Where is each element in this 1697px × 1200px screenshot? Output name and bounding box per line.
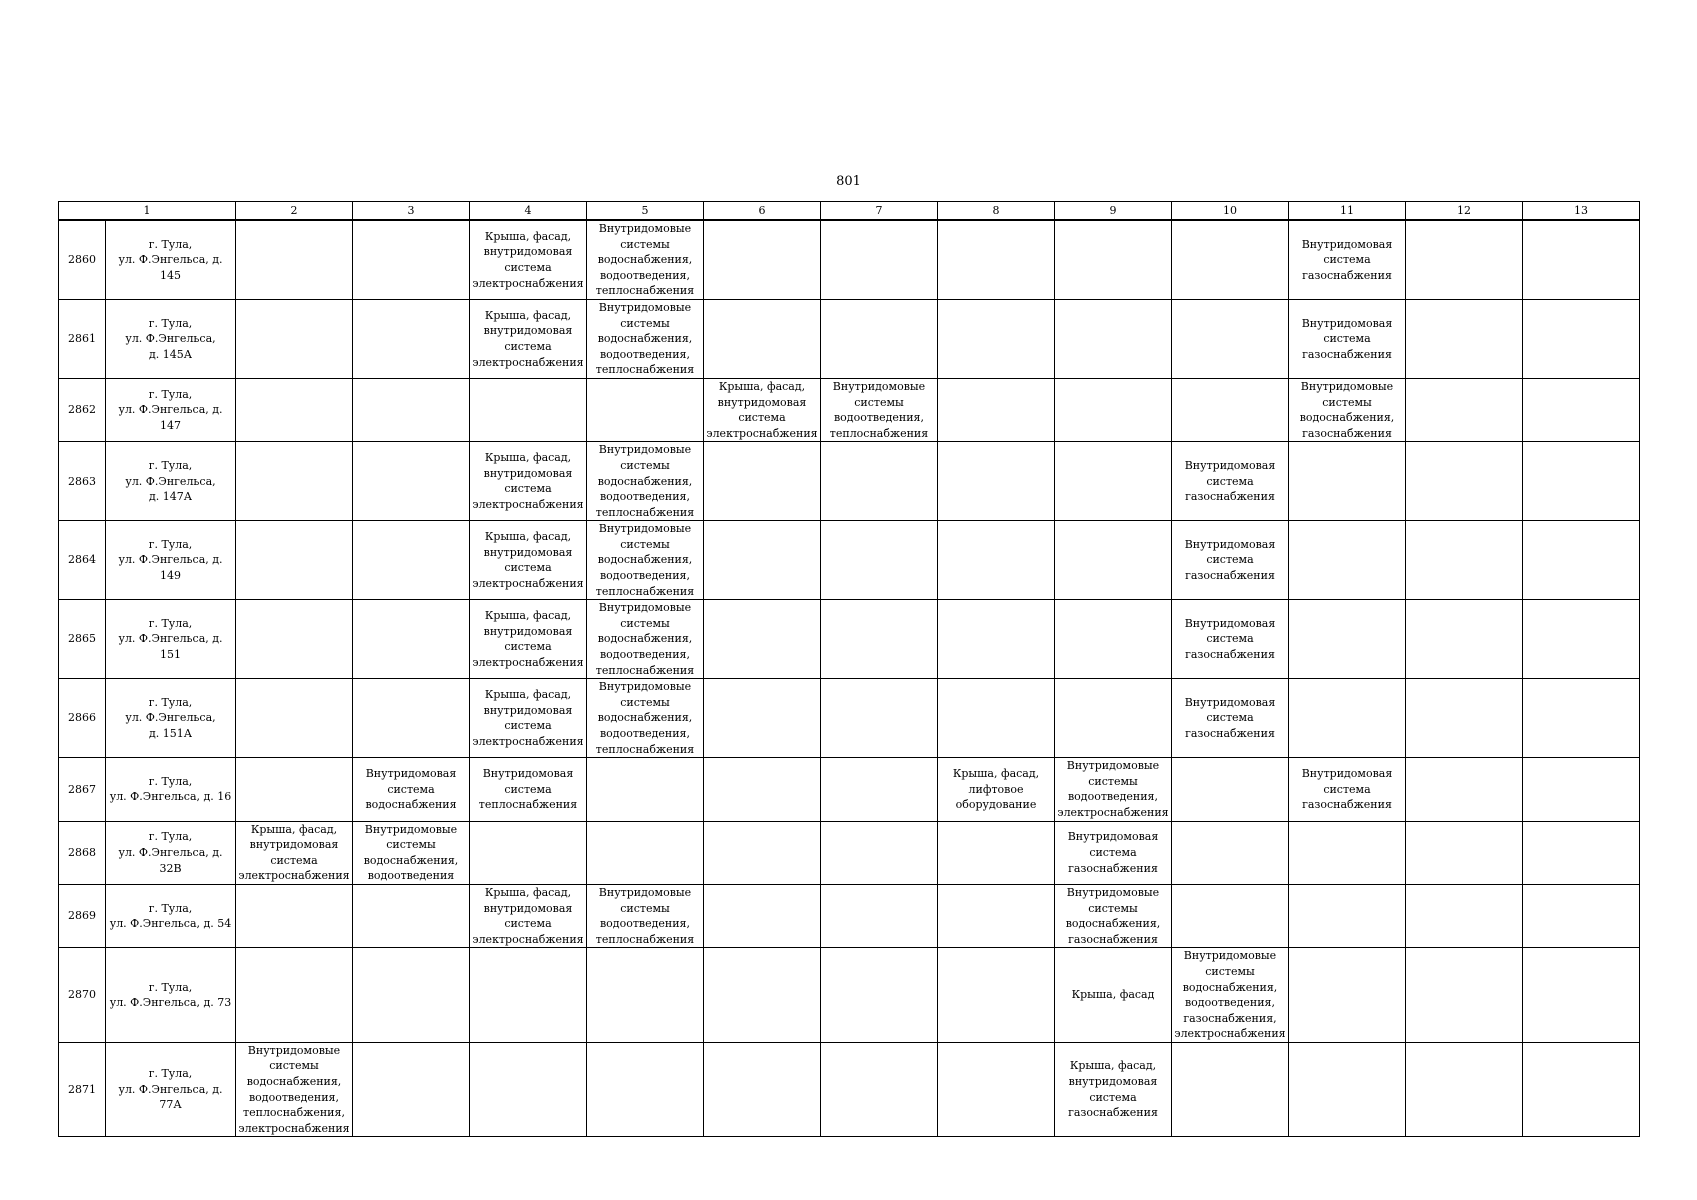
address-line: г. Тула, xyxy=(148,316,193,330)
work-cell-col-12 xyxy=(1406,521,1523,600)
work-cell-col-4 xyxy=(470,884,587,947)
row-number: 2869 xyxy=(59,884,106,947)
table-row xyxy=(59,758,1640,821)
address-cell xyxy=(106,299,236,378)
work-text: Внутридомовая система газоснабжения xyxy=(1184,458,1276,504)
work-cell-col-13 xyxy=(1523,1042,1640,1137)
table-body xyxy=(59,202,1640,1137)
work-cell-col-10 xyxy=(1172,1042,1289,1137)
work-cell-col-2 xyxy=(236,378,353,441)
column-number: 7 xyxy=(821,202,938,221)
work-cell-col-10 xyxy=(1172,299,1289,378)
work-cell-col-5 xyxy=(587,948,704,1043)
column-number: 10 xyxy=(1172,202,1289,221)
work-cell-col-7 xyxy=(821,442,938,521)
work-cell-col-10 xyxy=(1172,948,1289,1043)
address-line: г. Тула, xyxy=(148,1067,193,1081)
column-number: 12 xyxy=(1406,202,1523,221)
work-text: Внутридомовая система газоснабжения xyxy=(1184,537,1276,583)
address-line: д. 145А xyxy=(148,347,193,361)
work-cell-col-8 xyxy=(938,948,1055,1043)
work-cell-col-11 xyxy=(1289,378,1406,441)
work-cell-col-8 xyxy=(938,378,1055,441)
address-cell xyxy=(106,600,236,679)
work-cell-col-3 xyxy=(353,521,470,600)
work-cell-col-3 xyxy=(353,442,470,521)
work-text: Внутридомовая система водоснабжения xyxy=(365,766,457,812)
address-line: ул. Ф.Энгельса, д. 77А xyxy=(118,1082,223,1112)
address-line: ул. Ф.Энгельса, д. 73 xyxy=(109,996,232,1010)
address-line: ул. Ф.Энгельса, xyxy=(125,474,216,488)
work-cell-col-11 xyxy=(1289,948,1406,1043)
work-cell-col-12 xyxy=(1406,600,1523,679)
work-cell-col-13 xyxy=(1523,821,1640,884)
work-cell-col-3 xyxy=(353,948,470,1043)
work-cell-col-6 xyxy=(704,378,821,441)
address-line: ул. Ф.Энгельса, д. 149 xyxy=(118,553,223,583)
work-cell-col-8 xyxy=(938,220,1055,299)
table-row xyxy=(59,600,1640,679)
work-text: Крыша, фасад, внутридомовая система электроснабжения xyxy=(472,308,584,369)
work-cell-col-11 xyxy=(1289,220,1406,299)
work-cell-col-4 xyxy=(470,1042,587,1137)
work-cell-col-13 xyxy=(1523,220,1640,299)
work-cell-col-12 xyxy=(1406,758,1523,821)
work-cell-col-11 xyxy=(1289,299,1406,378)
work-text: Внутридомовая система газоснабжения xyxy=(1301,237,1393,282)
work-cell-col-13 xyxy=(1523,442,1640,521)
work-cell-col-4 xyxy=(470,821,587,884)
work-cell-col-12 xyxy=(1406,679,1523,758)
work-cell-col-7 xyxy=(821,679,938,758)
column-number: 9 xyxy=(1055,202,1172,221)
table-row xyxy=(59,884,1640,947)
work-text: Крыша, фасад xyxy=(1071,988,1155,1002)
work-cell-col-8 xyxy=(938,600,1055,679)
work-cell-col-5 xyxy=(587,679,704,758)
work-cell-col-3 xyxy=(353,299,470,378)
work-cell-col-6 xyxy=(704,948,821,1043)
address-line: ул. Ф.Энгельса, д. 54 xyxy=(109,917,232,931)
work-cell-col-11 xyxy=(1289,821,1406,884)
work-cell-col-3 xyxy=(353,679,470,758)
work-text: Внутридомовые системы водоснабжения, водоотведения, теплоснабжения xyxy=(595,443,695,519)
work-cell-col-4 xyxy=(470,378,587,441)
row-number: 2866 xyxy=(59,679,106,758)
work-cell-col-4 xyxy=(470,600,587,679)
work-cell-col-7 xyxy=(821,884,938,947)
work-cell-col-7 xyxy=(821,378,938,441)
table-row xyxy=(59,378,1640,441)
work-cell-col-7 xyxy=(821,948,938,1043)
work-cell-col-8 xyxy=(938,521,1055,600)
work-cell-col-3 xyxy=(353,821,470,884)
work-cell-col-12 xyxy=(1406,378,1523,441)
work-cell-col-5 xyxy=(587,1042,704,1137)
work-cell-col-6 xyxy=(704,679,821,758)
work-cell-col-4 xyxy=(470,679,587,758)
work-cell-col-10 xyxy=(1172,758,1289,821)
work-text: Крыша, фасад, внутридомовая система электроснабжения xyxy=(472,229,584,290)
work-cell-col-2 xyxy=(236,299,353,378)
work-cell-col-13 xyxy=(1523,758,1640,821)
work-text: Внутридомовые системы водоснабжения, водоотведения, теплоснабжения xyxy=(595,680,695,756)
work-cell-col-8 xyxy=(938,758,1055,821)
work-text: Внутридомовые системы водоснабжения, водоотведения, теплоснабжения xyxy=(595,601,695,677)
work-cell-col-5 xyxy=(587,442,704,521)
work-cell-col-6 xyxy=(704,884,821,947)
work-cell-col-9 xyxy=(1055,521,1172,600)
table-row xyxy=(59,299,1640,378)
work-cell-col-7 xyxy=(821,299,938,378)
work-cell-col-3 xyxy=(353,758,470,821)
work-cell-col-10 xyxy=(1172,521,1289,600)
row-number: 2863 xyxy=(59,442,106,521)
work-cell-col-11 xyxy=(1289,884,1406,947)
work-cell-col-5 xyxy=(587,600,704,679)
row-number: 2865 xyxy=(59,600,106,679)
work-cell-col-11 xyxy=(1289,679,1406,758)
work-cell-col-5 xyxy=(587,521,704,600)
work-cell-col-13 xyxy=(1523,948,1640,1043)
work-cell-col-8 xyxy=(938,679,1055,758)
row-number: 2868 xyxy=(59,821,106,884)
work-cell-col-13 xyxy=(1523,299,1640,378)
work-cell-col-5 xyxy=(587,758,704,821)
work-cell-col-11 xyxy=(1289,521,1406,600)
work-cell-col-8 xyxy=(938,884,1055,947)
row-number: 2864 xyxy=(59,521,106,600)
work-text: Крыша, фасад, внутридомовая система электроснабжения xyxy=(472,885,584,946)
address-cell xyxy=(106,1042,236,1137)
page-number: 801 xyxy=(836,174,861,189)
column-number: 11 xyxy=(1289,202,1406,221)
work-text: Крыша, фасад, внутридомовая система газоснабжения xyxy=(1068,1059,1158,1120)
column-number: 13 xyxy=(1523,202,1640,221)
work-cell-col-6 xyxy=(704,1042,821,1137)
work-cell-col-10 xyxy=(1172,378,1289,441)
work-cell-col-11 xyxy=(1289,600,1406,679)
work-cell-col-10 xyxy=(1172,442,1289,521)
work-cell-col-13 xyxy=(1523,884,1640,947)
work-cell-col-6 xyxy=(704,821,821,884)
table-row xyxy=(59,521,1640,600)
work-cell-col-2 xyxy=(236,948,353,1043)
work-cell-col-10 xyxy=(1172,600,1289,679)
work-cell-col-4 xyxy=(470,758,587,821)
address-line: г. Тула, xyxy=(148,980,193,994)
work-cell-col-5 xyxy=(587,378,704,441)
work-cell-col-11 xyxy=(1289,758,1406,821)
work-cell-col-2 xyxy=(236,821,353,884)
work-cell-col-4 xyxy=(470,948,587,1043)
address-cell xyxy=(106,378,236,441)
work-cell-col-12 xyxy=(1406,1042,1523,1137)
address-cell xyxy=(106,521,236,600)
address-cell xyxy=(106,679,236,758)
work-cell-col-7 xyxy=(821,521,938,600)
work-text: Крыша, фасад, внутридомовая система электроснабжения xyxy=(238,822,350,883)
work-cell-col-7 xyxy=(821,821,938,884)
work-cell-col-11 xyxy=(1289,1042,1406,1137)
address-cell xyxy=(106,442,236,521)
row-number: 2871 xyxy=(59,1042,106,1137)
address-line: д. 147А xyxy=(148,490,193,504)
address-line: г. Тула, xyxy=(148,237,193,251)
work-text: Внутридомовые системы водоснабжения, газоснабжения xyxy=(1065,885,1161,946)
column-number-row xyxy=(59,202,1640,221)
work-cell-col-12 xyxy=(1406,821,1523,884)
work-cell-col-9 xyxy=(1055,378,1172,441)
work-cell-col-3 xyxy=(353,378,470,441)
work-text: Крыша, фасад, внутридомовая система электроснабжения xyxy=(472,609,584,669)
work-cell-col-5 xyxy=(587,821,704,884)
work-cell-col-8 xyxy=(938,442,1055,521)
work-cell-col-9 xyxy=(1055,600,1172,679)
work-cell-col-6 xyxy=(704,442,821,521)
work-cell-col-3 xyxy=(353,600,470,679)
work-cell-col-5 xyxy=(587,299,704,378)
work-text: Внутридомовые системы водоснабжения, водоотведения xyxy=(363,822,459,883)
work-cell-col-2 xyxy=(236,884,353,947)
work-cell-col-13 xyxy=(1523,521,1640,600)
work-cell-col-9 xyxy=(1055,299,1172,378)
work-cell-col-5 xyxy=(587,884,704,947)
work-cell-col-8 xyxy=(938,299,1055,378)
table-row xyxy=(59,220,1640,299)
work-cell-col-2 xyxy=(236,1042,353,1137)
work-cell-col-12 xyxy=(1406,220,1523,299)
work-cell-col-9 xyxy=(1055,821,1172,884)
work-cell-col-4 xyxy=(470,521,587,600)
column-number: 6 xyxy=(704,202,821,221)
work-cell-col-6 xyxy=(704,299,821,378)
work-cell-col-13 xyxy=(1523,600,1640,679)
address-cell xyxy=(106,220,236,299)
address-cell xyxy=(106,758,236,821)
work-text: Внутридомовые системы водоотведения, электроснабжения xyxy=(1057,759,1169,819)
work-cell-col-10 xyxy=(1172,679,1289,758)
work-cell-col-13 xyxy=(1523,378,1640,441)
work-cell-col-12 xyxy=(1406,299,1523,378)
row-number: 2862 xyxy=(59,378,106,441)
address-line: г. Тула, xyxy=(148,387,193,401)
work-text: Внутридомовая система газоснабжения xyxy=(1067,830,1159,875)
work-cell-col-2 xyxy=(236,442,353,521)
address-cell xyxy=(106,821,236,884)
work-cell-col-7 xyxy=(821,220,938,299)
work-cell-col-6 xyxy=(704,220,821,299)
work-cell-col-10 xyxy=(1172,884,1289,947)
work-cell-col-6 xyxy=(704,600,821,679)
address-line: ул. Ф.Энгельса, д. 147 xyxy=(118,403,223,432)
address-line: г. Тула, xyxy=(148,695,193,709)
address-cell xyxy=(106,884,236,947)
work-cell-col-9 xyxy=(1055,884,1172,947)
column-number: 1 xyxy=(59,202,236,221)
work-cell-col-6 xyxy=(704,521,821,600)
work-cell-col-3 xyxy=(353,1042,470,1137)
work-cell-col-4 xyxy=(470,220,587,299)
work-text: Крыша, фасад, лифтовое оборудование xyxy=(952,766,1040,812)
work-text: Внутридомовые системы водоснабжения, водоотведения, теплоснабжения xyxy=(595,522,695,598)
work-cell-col-3 xyxy=(353,884,470,947)
address-line: ул. Ф.Энгельса, д. 151 xyxy=(118,632,223,662)
work-cell-col-8 xyxy=(938,821,1055,884)
work-cell-col-9 xyxy=(1055,442,1172,521)
work-cell-col-3 xyxy=(353,220,470,299)
row-number: 2867 xyxy=(59,758,106,821)
column-number: 5 xyxy=(587,202,704,221)
address-line: ул. Ф.Энгельса, д. 145 xyxy=(118,253,223,282)
work-text: Крыша, фасад, внутридомовая система электроснабжения xyxy=(472,530,584,590)
work-cell-col-11 xyxy=(1289,442,1406,521)
address-line: ул. Ф.Энгельса, xyxy=(125,711,216,725)
work-cell-col-10 xyxy=(1172,821,1289,884)
table-row xyxy=(59,442,1640,521)
address-line: д. 151А xyxy=(148,727,193,740)
table-row xyxy=(59,679,1640,758)
column-number: 3 xyxy=(353,202,470,221)
column-number: 2 xyxy=(236,202,353,221)
work-cell-col-2 xyxy=(236,679,353,758)
column-number: 4 xyxy=(470,202,587,221)
work-text: Внутридомовая система газоснабжения xyxy=(1301,316,1393,361)
address-line: ул. Ф.Энгельса, д. 32В xyxy=(118,845,223,875)
work-text: Внутридомовые системы водоотведения, теплоснабжения xyxy=(829,379,929,440)
table-row xyxy=(59,948,1640,1043)
work-text: Внутридомовые системы водоснабжения, газоснабжения xyxy=(1299,379,1395,440)
work-cell-col-10 xyxy=(1172,220,1289,299)
work-text: Крыша, фасад, внутридомовая система электроснабжения xyxy=(706,379,818,440)
work-cell-col-2 xyxy=(236,521,353,600)
address-line: ул. Ф.Энгельса, xyxy=(125,332,216,346)
work-cell-col-9 xyxy=(1055,948,1172,1043)
work-text: Внутридомовая система газоснабжения xyxy=(1301,766,1393,812)
work-cell-col-7 xyxy=(821,758,938,821)
work-cell-col-2 xyxy=(236,758,353,821)
work-text: Внутридомовые системы водоотведения, теплоснабжения xyxy=(595,885,695,946)
work-cell-col-13 xyxy=(1523,679,1640,758)
column-number: 8 xyxy=(938,202,1055,221)
work-cell-col-7 xyxy=(821,600,938,679)
address-line: ул. Ф.Энгельса, д. 16 xyxy=(109,790,232,804)
work-cell-col-9 xyxy=(1055,758,1172,821)
row-number: 2860 xyxy=(59,220,106,299)
work-cell-col-4 xyxy=(470,299,587,378)
work-text: Внутридомовые системы водоснабжения, водоотведения, теплоснабжения xyxy=(595,222,695,298)
work-text: Внутридомовая система теплоснабжения xyxy=(478,766,578,812)
work-cell-col-7 xyxy=(821,1042,938,1137)
row-number: 2861 xyxy=(59,299,106,378)
row-number: 2870 xyxy=(59,948,106,1043)
work-cell-col-9 xyxy=(1055,220,1172,299)
table-row xyxy=(59,1042,1640,1137)
work-text: Крыша, фасад, внутридомовая система электроснабжения xyxy=(472,688,584,748)
work-cell-col-4 xyxy=(470,442,587,521)
work-cell-col-9 xyxy=(1055,679,1172,758)
address-line: г. Тула, xyxy=(148,537,193,551)
capital-repair-table xyxy=(58,201,1640,1137)
work-cell-col-5 xyxy=(587,220,704,299)
work-text: Крыша, фасад, внутридомовая система электроснабжения xyxy=(472,451,584,511)
address-line: г. Тула, xyxy=(148,616,193,630)
work-text: Внутридомовые системы водоснабжения, водоотведения, теплоснабжения xyxy=(595,300,695,377)
work-cell-col-6 xyxy=(704,758,821,821)
work-text: Внутридомовые системы водоснабжения, водоотведения, газоснабжения, электроснабжения xyxy=(1174,949,1286,1041)
address-line: г. Тула, xyxy=(148,458,193,472)
work-cell-col-12 xyxy=(1406,442,1523,521)
address-line: г. Тула, xyxy=(148,830,193,844)
work-text: Внутридомовая система газоснабжения xyxy=(1184,695,1276,740)
work-cell-col-2 xyxy=(236,220,353,299)
work-cell-col-12 xyxy=(1406,948,1523,1043)
work-text: Внутридомовые системы водоснабжения, водоотведения, теплоснабжения, электроснабжения xyxy=(238,1043,350,1135)
address-line: г. Тула, xyxy=(148,901,193,915)
work-cell-col-2 xyxy=(236,600,353,679)
work-cell-col-12 xyxy=(1406,884,1523,947)
work-cell-col-9 xyxy=(1055,1042,1172,1137)
work-cell-col-8 xyxy=(938,1042,1055,1137)
address-line: г. Тула, xyxy=(148,774,193,788)
address-cell xyxy=(106,948,236,1043)
work-text: Внутридомовая система газоснабжения xyxy=(1184,616,1276,662)
table-row xyxy=(59,821,1640,884)
